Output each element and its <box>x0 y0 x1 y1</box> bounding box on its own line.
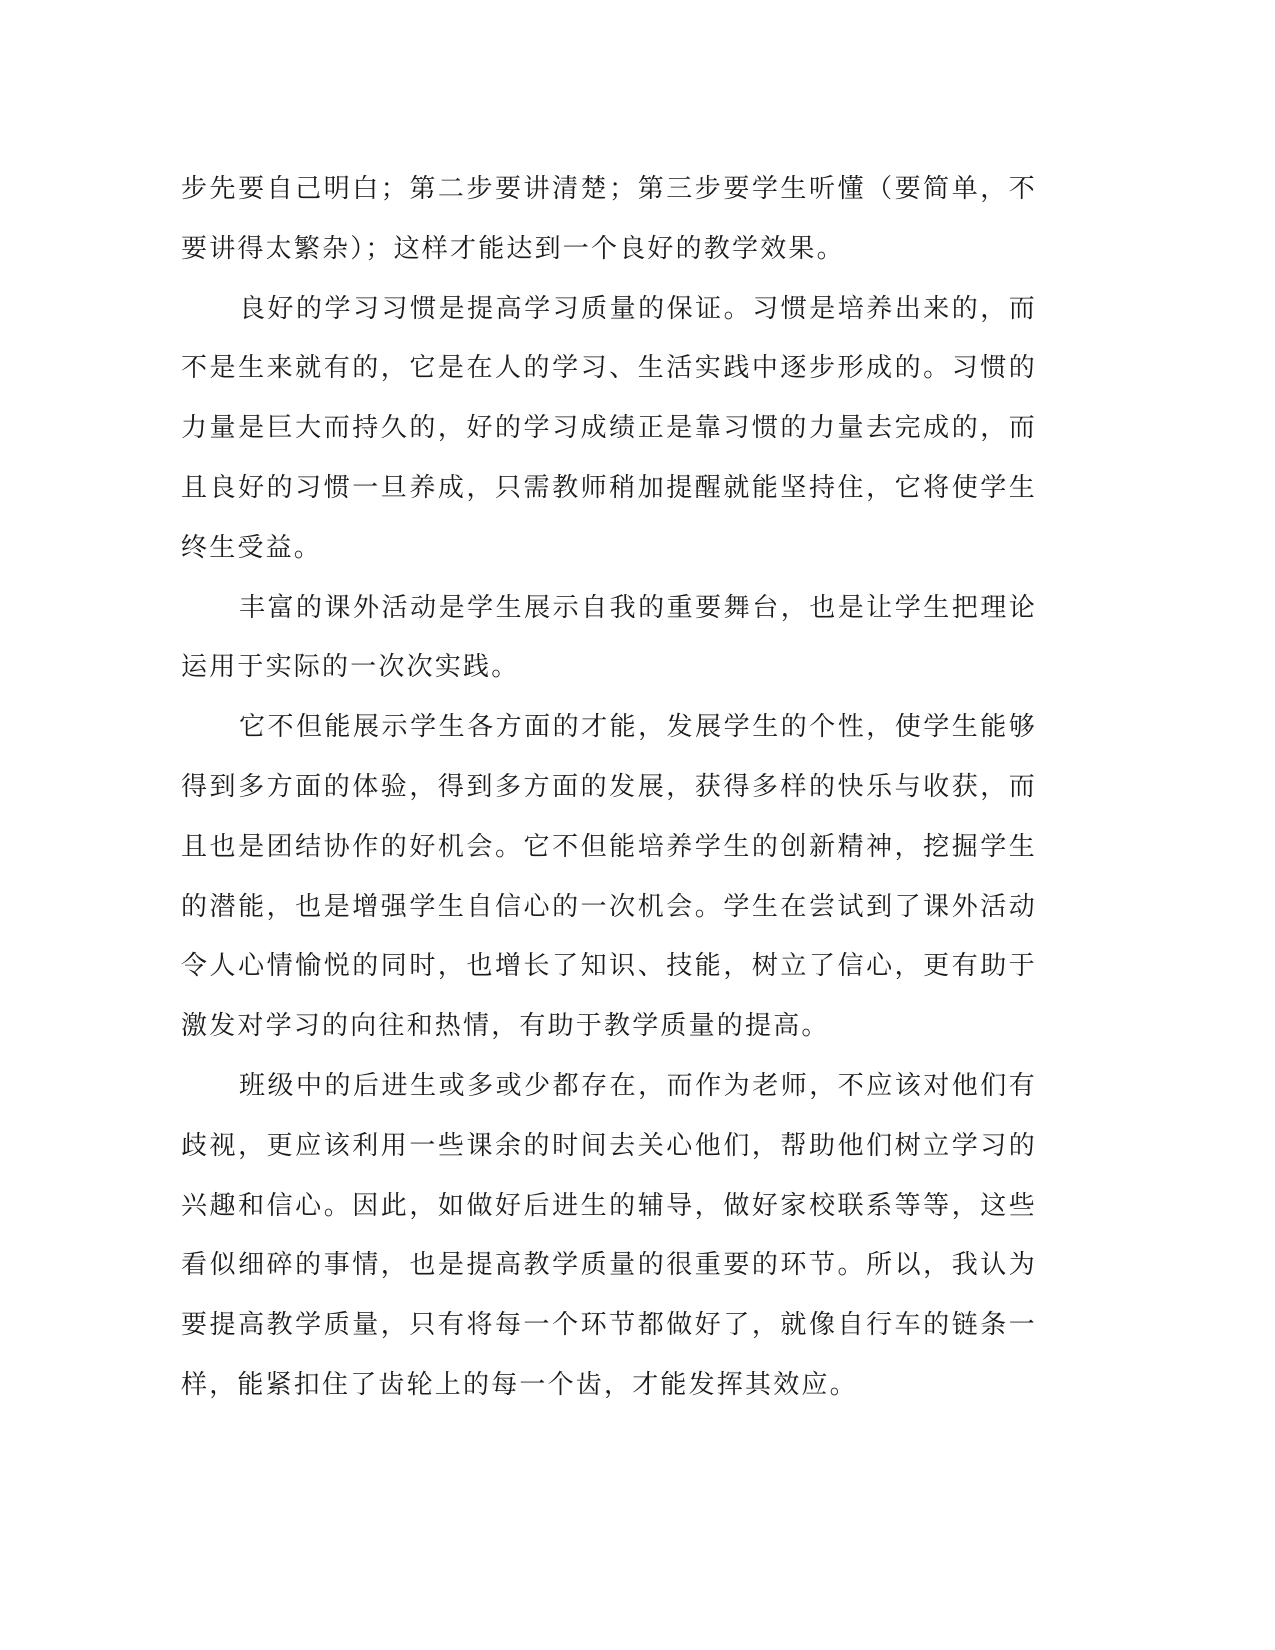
paragraph-5: 班级中的后进生或多或少都存在，而作为老师，不应该对他们有歧视，更应该利用一些课余的时间去关心他们，帮助他们树立学习的兴趣和信心。因此，如做好后进生的辅导，做好家校联系等等，这些看似细碎的事情，也是提高教学质量的很重要的环节。所以，我认为要提高教学质量，只有将每一个环节都做好了，就像自行车的链条一样，能紧扣住了齿轮上的每一个齿，才能发挥其效应。 <box>181 1070 1037 1400</box>
paragraph-4: 它不但能展示学生各方面的才能，发展学生的个性，使学生能够得到多方面的体验，得到多方面的发展，获得多样的快乐与收获，而且也是团结协作的好机会。它不但能培养学生的创新精神，挖掘学生的潜能，也是增强学生自信心的一次机会。学生在尝试到了课外活动令人心情愉悦的同时，也增长了知识、技能，树立了信心，更有助于激发对学习的向往和热情，有助于教学质量的提高。 <box>181 712 1037 1042</box>
paragraph-3: 丰富的课外活动是学生展示自我的重要舞台，也是让学生把理论运用于实际的一次次实践。 <box>181 592 1037 683</box>
paragraph-1: 步先要自己明白；第二步要讲清楚；第三步要学生听懂（要简单，不要讲得太繁杂）；这样才能达到一个良好的教学效果。 <box>181 174 1037 264</box>
document-body <box>181 160 1037 1416</box>
paragraph-2: 良好的学习习惯是提高学习质量的保证。习惯是培养出来的，而不是生来就有的，它是在人的学习、生活实践中逐步形成的。习惯的力量是巨大而持久的，好的学习成绩正是靠习惯的力量去完成的，而且良好的习惯一旦养成，只需教师稍加提醒就能坚持住，它将使学生终生受益。 <box>181 293 1037 563</box>
